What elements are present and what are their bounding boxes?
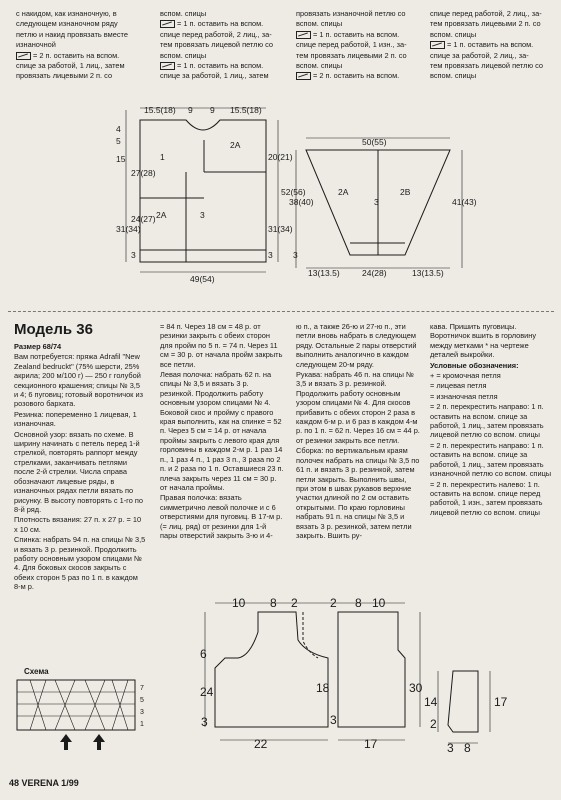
dim-label: 8 xyxy=(270,596,277,610)
dim-label: 4 xyxy=(116,124,121,134)
piece-label: 3 xyxy=(200,210,205,220)
dim-label: 13(13.5) xyxy=(308,268,340,278)
dim-label: 15.5(18) xyxy=(144,105,176,115)
arrow-up-icon xyxy=(93,734,105,742)
body-outline xyxy=(140,120,266,262)
piece-label: 2B xyxy=(400,187,411,197)
top-col-2: вспом. спицы = 1 п. оставить на вспом. спице перед работой, 2 лиц., за- тем провязать лицевой петлю со вспом. спицы = 1 п. оставить на вспом. спице за работой, 1 лиц., затем xyxy=(160,9,273,81)
dim-label: 3 xyxy=(447,741,454,755)
dim-label: 24 xyxy=(200,685,214,699)
dim-label: 50(55) xyxy=(362,137,387,147)
dim-label: 27(28) xyxy=(131,168,156,178)
dim-label: 31(34) xyxy=(116,224,141,234)
schema-row-label: 7 xyxy=(140,685,144,692)
model-title: Модель 36 xyxy=(14,321,93,338)
sleeve-pattern-outline xyxy=(448,671,478,732)
dim-label: 14 xyxy=(424,695,438,709)
dim-label: 3 xyxy=(201,715,208,729)
dim-label: 15.5(18) xyxy=(230,105,262,115)
dim-label: 8 xyxy=(355,596,362,610)
dim-label: 18 xyxy=(316,681,330,695)
schema-grid xyxy=(17,680,135,730)
dim-label: 41(43) xyxy=(452,197,477,207)
dim-label: 49(54) xyxy=(190,274,215,284)
top-col-1: с накидом, как изнаночную, в следующем изнаночном ряду петлю и накид провязать вместе изнаночной = 2 п. оставить на вспом. спице за работой, 1 лиц., затем провязать лицевыми 2 п. со xyxy=(16,9,128,81)
dim-label: 22 xyxy=(254,737,268,751)
dim-label: 20(21) xyxy=(268,152,293,162)
top-col-3: провязать изнаночной петлю со вспом. спицы = 1 п. оставить на вспом. спице перед работой, 1 изн., за- тем провязать лицевыми 2 п. со вспом. спицы = 2 п. оставить на вспом. xyxy=(296,9,407,81)
dim-label: 2 xyxy=(330,596,337,610)
dim-label: 9 xyxy=(188,105,193,115)
piece-label: 2A xyxy=(230,140,241,150)
dim-label: 24(27) xyxy=(131,214,156,224)
dim-label: 17 xyxy=(494,695,508,709)
body-col-4: кава. Пришить пуговицы. Воротничок вшить в горловину между метками * на чертеже деталей выкройки. Условные обозначения: + = кромочная петля = лицевая петля = изнаночная петля = 2 п. перекрестить направо: 1 п. оставить на вспом. спице за работой, 1 лиц., затем провязать лицевой петлю со вспом. спицы = 2 п. перекрестить направо: 1 п. оставить на вспом. спице за работой, 1 лиц., затем провязать изнаночной петлю со вспом. спицы = 2 п. перекрестить налево: 1 п. оставить на вспом. спице перед работой, 1 изн., затем провязать лицевой петлю со вспом. спицы xyxy=(430,322,552,517)
dim-label: 10 xyxy=(372,596,386,610)
dim-label: 3 xyxy=(293,250,298,260)
piece-label: 2A xyxy=(338,187,349,197)
page-footer: 48 VERENA 1/99 xyxy=(9,778,79,788)
dim-label: 10 xyxy=(232,596,246,610)
dim-label: 15 xyxy=(116,154,126,164)
back-pattern-outline xyxy=(338,612,405,727)
body-col-3: ю п., а также 26-ю и 27-ю п., эти петли вновь набрать в следующем ряду. Остальные 2 пары отверстий выполнить аналогично в каждом следующем 20-м ряду. Рукава: набрать 46 п. на спицы № 3,5 и вязать 3 р. резинкой. Продолжить работу основным узором спицами № 4. Для скосов прибавить с обеих сторон 2 раза в каждом 6-м р. и 6 раз в каждом 4-м р. по 1 п. = 62 п. Через 16 см = 44 р. от резинки закрыть все петли. Сборка: по вертикальным краям полочек набрать на спицы № 3,5 по 61 п. и вязать 3 р. резинкой, затем петли закрыть. Выполнить швы, при этом в швах рукавов верхние участки длиной по 2 см оставить открытыми. По краю горловины набрать 91 п. на спицы № 3,5 и вязать 3 р. резинкой, затем петли закрыть. Вшить ру- xyxy=(296,322,420,540)
body-col-1: Размер 68/74 Вам потребуется: пряжа Adrafil "New Zealand bedruckt" (75% шерсти, 25% акрила; 200 м/100 г) — 250 г голубой секционного крашения; спицы № 3,5 и 4; 6 пуговиц; готовый воротничок из розового бархата. Резинка: попеременно 1 лицевая, 1 изнаночная. Основной узор: вязать по схеме. В ширину начинать с петель перед 1-й стрелкой, повторять раппорт между стрелками, заканчивать петлями после 2-й стрелки. Числа справа обозначают лицевые ряды, в изнаночных рядах петли вязать по рисунку. В высоту повторять с 1-го по 8-й ряд. Плотность вязания: 27 п. x 27 р. = 10 x 10 см. Спинка: набрать 94 п. на спицы № 3,5 и вязать 3 р. резинкой. Продолжить работу основным узором спицами № 4. Для боковых скосов закрыть с обеих сторон 5 раз по 1 п. в каждом 8-м р. xyxy=(14,342,146,592)
piece-label: 3 xyxy=(374,197,379,207)
dim-label: 2 xyxy=(430,717,437,731)
dim-label: 9 xyxy=(210,105,215,115)
schema-row-label: 3 xyxy=(140,709,144,716)
dim-label: 3 xyxy=(330,713,337,727)
dim-label: 8 xyxy=(464,741,471,755)
dim-label: 38(40) xyxy=(289,197,314,207)
dim-label: 31(34) xyxy=(268,224,293,234)
dim-label: 3 xyxy=(268,250,273,260)
front-pattern-outline xyxy=(215,612,328,727)
dim-label: 24(28) xyxy=(362,268,387,278)
top-col-4: спице перед работой, 2 лиц., за- тем провязать лицевыми 2 п. со вспом. спицы = 1 п. оставить на вспом. спице за работой, 2 лиц., за- тем провязать лицевой петлю со вспом. спицы xyxy=(430,9,543,81)
schema-row-label: 1 xyxy=(140,721,144,728)
dim-label: 3 xyxy=(131,250,136,260)
arrow-up-icon xyxy=(60,734,72,742)
section-divider xyxy=(8,311,554,312)
dim-label: 6 xyxy=(200,647,207,661)
dim-label: 52(56) xyxy=(281,187,306,197)
body-col-2: = 84 п. Через 18 см = 48 р. от резинки закрыть с обеих сторон для пройм по 5 п. = 74 п. Через 11 см = 30 р. от начала пройм закрыть все петли. Левая полочка: набрать 62 п. на спицы № 3,5 и вязать 3 р. резинкой. Продолжить работу основным узором спицами № 4. Боковой скос и пройму с правого края выполнить, как на спинке = 52 п. Через 5 см = 14 р. от начала проймы закрыть с левого края для горловины в каждом 2-м р. 1 раз 14 п., 1 раз 4 п., 1 раз 3 п., 3 раза по 2 п. и 2 раза по 1 п. Оставшиеся 23 п. плеча закрыть через 11 см = 30 р. от начала проймы. Правая полочка: вязать симметрично левой полочке и с 6 отверстиями для пуговиц. В 17-м р. (= лиц. ряд) от резинки для 1-й пары отверстий закрыть 3-ю и 4- xyxy=(160,322,284,540)
piece-label: 1 xyxy=(160,152,165,162)
piece-label: 2A xyxy=(156,210,167,220)
schema-row-label: 5 xyxy=(140,697,144,704)
dim-label: 30 xyxy=(409,681,423,695)
dim-label: 5 xyxy=(116,136,121,146)
dim-label: 17 xyxy=(364,737,378,751)
dim-label: 13(13.5) xyxy=(412,268,444,278)
dim-label: 2 xyxy=(291,596,298,610)
schema-title: Схема xyxy=(24,667,49,676)
